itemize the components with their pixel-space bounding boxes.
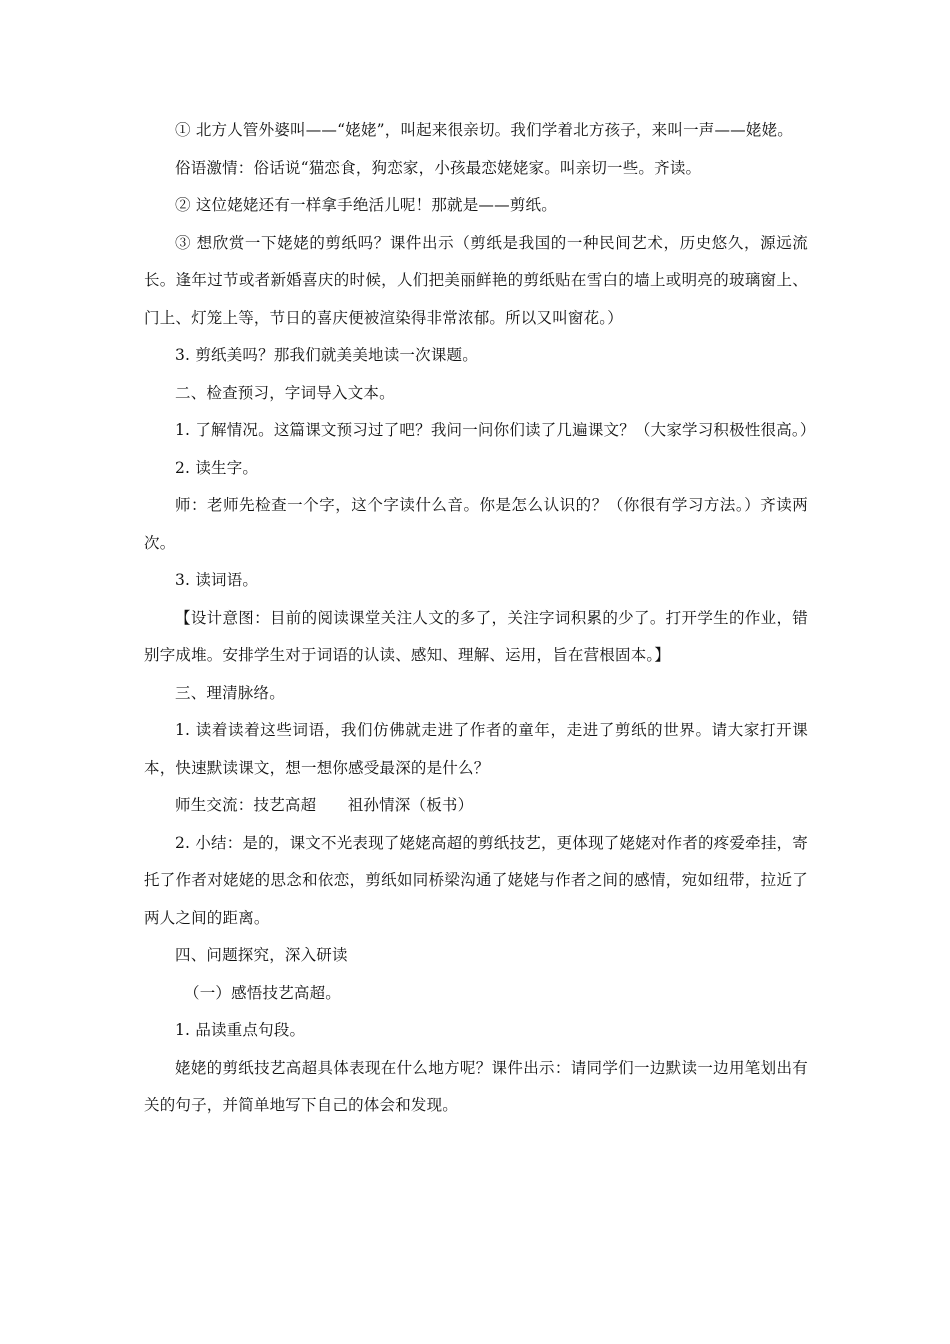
paragraph-enter-childhood: 1. 读着读着这些词语，我们仿佛就走进了作者的童年，走进了剪纸的世界。请大家打开课本，快速默读课文，想一想你感受最深的是什么？ [144,721,808,777]
section-heading-inquiry: 四、问题探究，深入研读 [175,946,348,964]
subsection-heading-skill: （一）感悟技艺高超。 [184,983,342,1002]
paragraph-read-new-characters: 2. 读生字。 [175,458,259,477]
paragraph-proverb: 俗语激情：俗话说“猫恋食，狗恋家，小孩最恋姥姥家。叫亲切一些。齐读。 [175,158,702,177]
paragraph-waipo-laolao: ① 北方人管外婆叫——“姥姥”，叫起来很亲切。我们学着北方孩子，来叫一声——姥姥。 [175,121,793,139]
section-heading-preview: 二、检查预习，字词导入文本。 [175,383,395,402]
section-heading-structure: 三、理清脉络。 [175,683,285,702]
paragraph-read-words: 3. 读词语。 [175,571,259,589]
document-page [144,112,816,1125]
paragraph-summary: 2. 小结：是的，课文不光表现了姥姥高超的剪纸技艺，更体现了姥姥对作者的疼爱牵挂，寄托了作者对姥姥的思念和依恋，剪纸如同桥梁沟通了姥姥与作者之间的感情，宛如纽带，拉近了两人之间的距离。 [144,833,808,927]
paragraph-understand-situation: 1. 了解情况。这篇课文预习过了吧？我问一问你们读了几遍课文？（大家学习积极性很高。） [175,421,816,439]
paragraph-read-title: 3. 剪纸美吗？那我们就美美地读一次课题。 [175,346,478,364]
paragraph-courseware-paper-cut: ③ 想欣赏一下姥姥的剪纸吗？课件出示（剪纸是我国的一种民间艺术，历史悠久，源远流长。逢年过节或者新婚喜庆的时候，人们把美丽鲜艳的剪纸贴在雪白的墙上或明亮的玻璃窗上、门上、灯笼上等，节日的喜庆便被渲染得非常浓郁。所以又叫窗花。） [144,233,808,327]
paragraph-skill-question: 姥姥的剪纸技艺高超具体表现在什么地方呢？课件出示：请同学们一边默读一边用笔划出有关的句子，并简单地写下自己的体会和发现。 [144,1058,808,1114]
paragraph-exchange-board: 师生交流：技艺高超 祖孙情深（板书） [175,796,474,814]
paragraph-teacher-check: 师：老师先检查一个字，这个字读什么音。你是怎么认识的？（你很有学习方法。）齐读两次。 [144,496,808,552]
paragraph-design-intent: 【设计意图：目前的阅读课堂关注人文的多了，关注字词积累的少了。打开学生的作业，错别字成堆。安排学生对于词语的认读、感知、理解、运用，旨在营根固本。】 [144,608,808,664]
paragraph-read-key-sentences: 1. 品读重点句段。 [175,1021,306,1039]
paragraph-paper-cut-skill: ② 这位姥姥还有一样拿手绝活儿呢！那就是——剪纸。 [175,196,557,214]
